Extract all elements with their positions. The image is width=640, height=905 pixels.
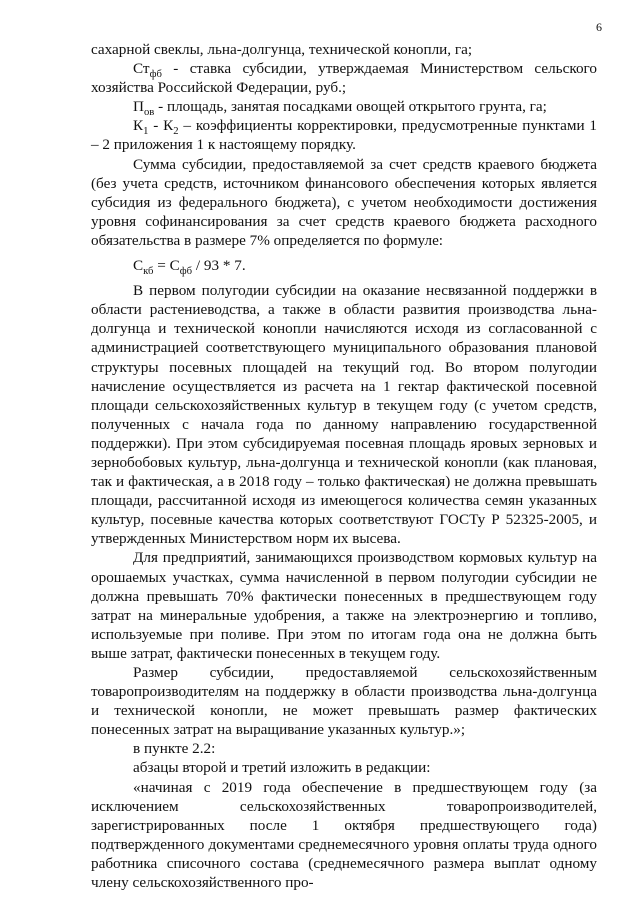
paragraph-quote-2019: «начиная с 2019 года обеспечение в предшествующем году (за исключением сельскохозяйственных товаропроизводителей, зарегистрированных после 1 октября предшествующего года) подтвержденного документами среднемесячного уровня оплаты труда одного работника списочного состава (среднемесячного размера выплат одному члену сельскохозяйственного про-	[91, 778, 597, 892]
page-number: 6	[596, 20, 602, 34]
paragraph-flax-hemp: Размер субсидии, предоставляемой сельскохозяйственным товаропроизводителям на поддержку в области производства льна-долгунца и технической конопли, не может превышать размер фактических понесенных затрат на выращивание указанных культур.»;	[91, 664, 597, 739]
formula: $С_{кб} = С_{фб} / 93 * 7$.	[133, 257, 246, 278]
document-body	[91, 40, 597, 892]
paragraph-coefficients: $К_1 - К_2$ – коэффициенты корректировки, предусмотренные пунктами 1 – 2 приложения 1 к настоящему порядку.	[91, 117, 597, 154]
paragraph-vegetable-area: $П_{ов}$ - площадь, занятая посадками овощей открытого грунта, га;	[133, 98, 547, 119]
paragraph-forage-crops: Для предприятий, занимающихся производством кормовых культур на орошаемых участках, сумма начисленной в первом полугодии субсидии не должна превышать 70% фактически понесенных в предшествующем году затрат на минеральные удобрения, а также на электроэнергию и топливо, используемые при поливе. При этом по итогам года она не должна быть выше затрат, фактически понесенных в текущем году.	[91, 549, 597, 662]
paragraph-regional-budget: Сумма субсидии, предоставляемой за счет средств краевого бюджета (без учета средств, источником финансового обеспечения которых является субсидия из федерального бюджета), с учетом необходимости достижения уровня софинансирования за счет средств краевого бюджета расходного обязательства в размере 7% определяется по формуле:	[91, 155, 597, 249]
paragraph-subsidy-rate: $Ст_{фб}$ - ставка субсидии, утверждаемая Министерством сельского хозяйства Российской Федерации, руб.;	[91, 60, 597, 97]
paragraph-first-half-year: В первом полугодии субсидии на оказание несвязанной поддержки в области растениеводства, а также в области развития производства льна-долгунца и технической конопли начисляются исходя из согласованной с администрацией соответствующего муниципального образования плановой структуры посевных площадей на текущий год. Во втором полугодии начисление осуществляется из расчета на 1 гектар фактической посевной площади сельскохозяйственных культур в текущем году (с учетом средств, полученных с начала года по данному направлению государственной поддержки). При этом субсидируемая посевная площадь яровых зерновых и зернобобовых культур, льна-долгунца и технической конопли (как плановая, так и фактическая, а в 2018 году – только фактическая) не должна превышать площади, рассчитанной исходя из имеющегося количества семян указанных культур, посевные качества которых соответствуют ГОСТу Р 52325-2005, и утвержденных Министерством норм их высева.	[91, 282, 597, 548]
paragraph-amend-instruction: абзацы второй и третий изложить в редакции:	[133, 759, 431, 777]
paragraph-clause-2-2: в пункте 2.2:	[133, 740, 216, 758]
paragraph-crops: сахарной свеклы, льна-долгунца, технической конопли, га;	[91, 41, 473, 58]
